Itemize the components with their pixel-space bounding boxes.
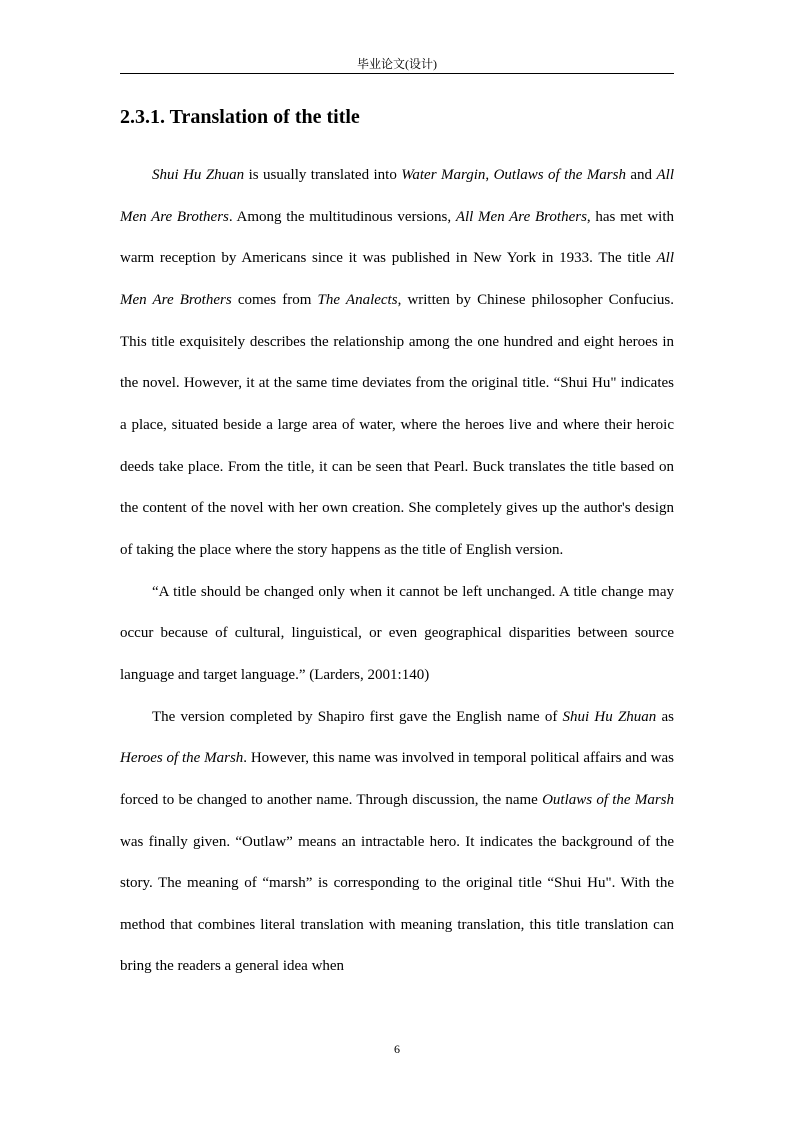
- italic-title-run: All Men Are Brothers: [120, 250, 674, 308]
- page-number: 6: [394, 1042, 400, 1056]
- paragraph-3: [120, 697, 674, 989]
- text-run: and: [625, 167, 657, 183]
- text-run: The version completed by Shapiro first gave the English name of: [152, 708, 563, 725]
- italic-title-run: All Men Are Brothers: [455, 208, 587, 225]
- text-run: as: [656, 708, 675, 725]
- text-run: is usually translated into: [244, 167, 402, 183]
- paragraph-1: [120, 155, 674, 572]
- italic-title-run: Water Margin: [401, 167, 486, 183]
- running-header: 毕业论文(设计): [357, 57, 437, 71]
- body-text: [120, 155, 674, 988]
- text-run: was finally given. “Outlaw” means an intractable hero. It indicates the background of the story. The meaning of “marsh” is corresponding to the original title “Shui Hu". With the method that combines literal translation with meaning translation, this title translation can bring the readers a general idea when: [120, 833, 674, 975]
- paragraph-2: [120, 572, 674, 697]
- italic-title-run: The Analects: [317, 291, 398, 308]
- text-run: . Among the multitudinous versions,: [228, 208, 456, 225]
- text-run: comes from: [231, 291, 318, 308]
- text-run: ,: [485, 167, 494, 183]
- italic-title-run: All Men Are Brothers: [120, 167, 674, 225]
- text-run: , has met with warm reception by Americans since it was published in New York in 1933. The title: [120, 208, 674, 267]
- text-run: . However, this name was involved in temporal political affairs and was forced to be changed to another name. Through discussion, the name: [120, 750, 674, 808]
- italic-title-run: Outlaws of the Marsh: [542, 791, 674, 808]
- section-heading: 2.3.1. Translation of the title: [120, 106, 360, 128]
- italic-title-run: Shui Hu Zhuan: [152, 167, 245, 183]
- header-rule: [120, 73, 674, 74]
- italic-title-run: Outlaws of the Marsh: [493, 167, 626, 183]
- text-run: , written by Chinese philosopher Confucius. This title exquisitely describes the relationship among the one hundred and eight heroes in the novel. However, it at the same time deviates from the original title. “Shui Hu" indicates a place, situated beside a large area of water, where the heroes live and where their heroic deeds take place. From the title, it can be seen that Pearl. Buck translates the title based on the content of the novel with her own creation. She completely gives up the author's design of taking the place where the story happens as the title of English version.: [120, 291, 674, 558]
- italic-title-run: Shui Hu Zhuan: [562, 708, 657, 725]
- text-run: “A title should be changed only when it cannot be left unchanged. A title change may occur because of cultural, linguistical, or even geographical disparities between source language and target language.” (Larders, 2001:140): [120, 583, 674, 683]
- italic-title-run: Heroes of the Marsh: [120, 750, 244, 767]
